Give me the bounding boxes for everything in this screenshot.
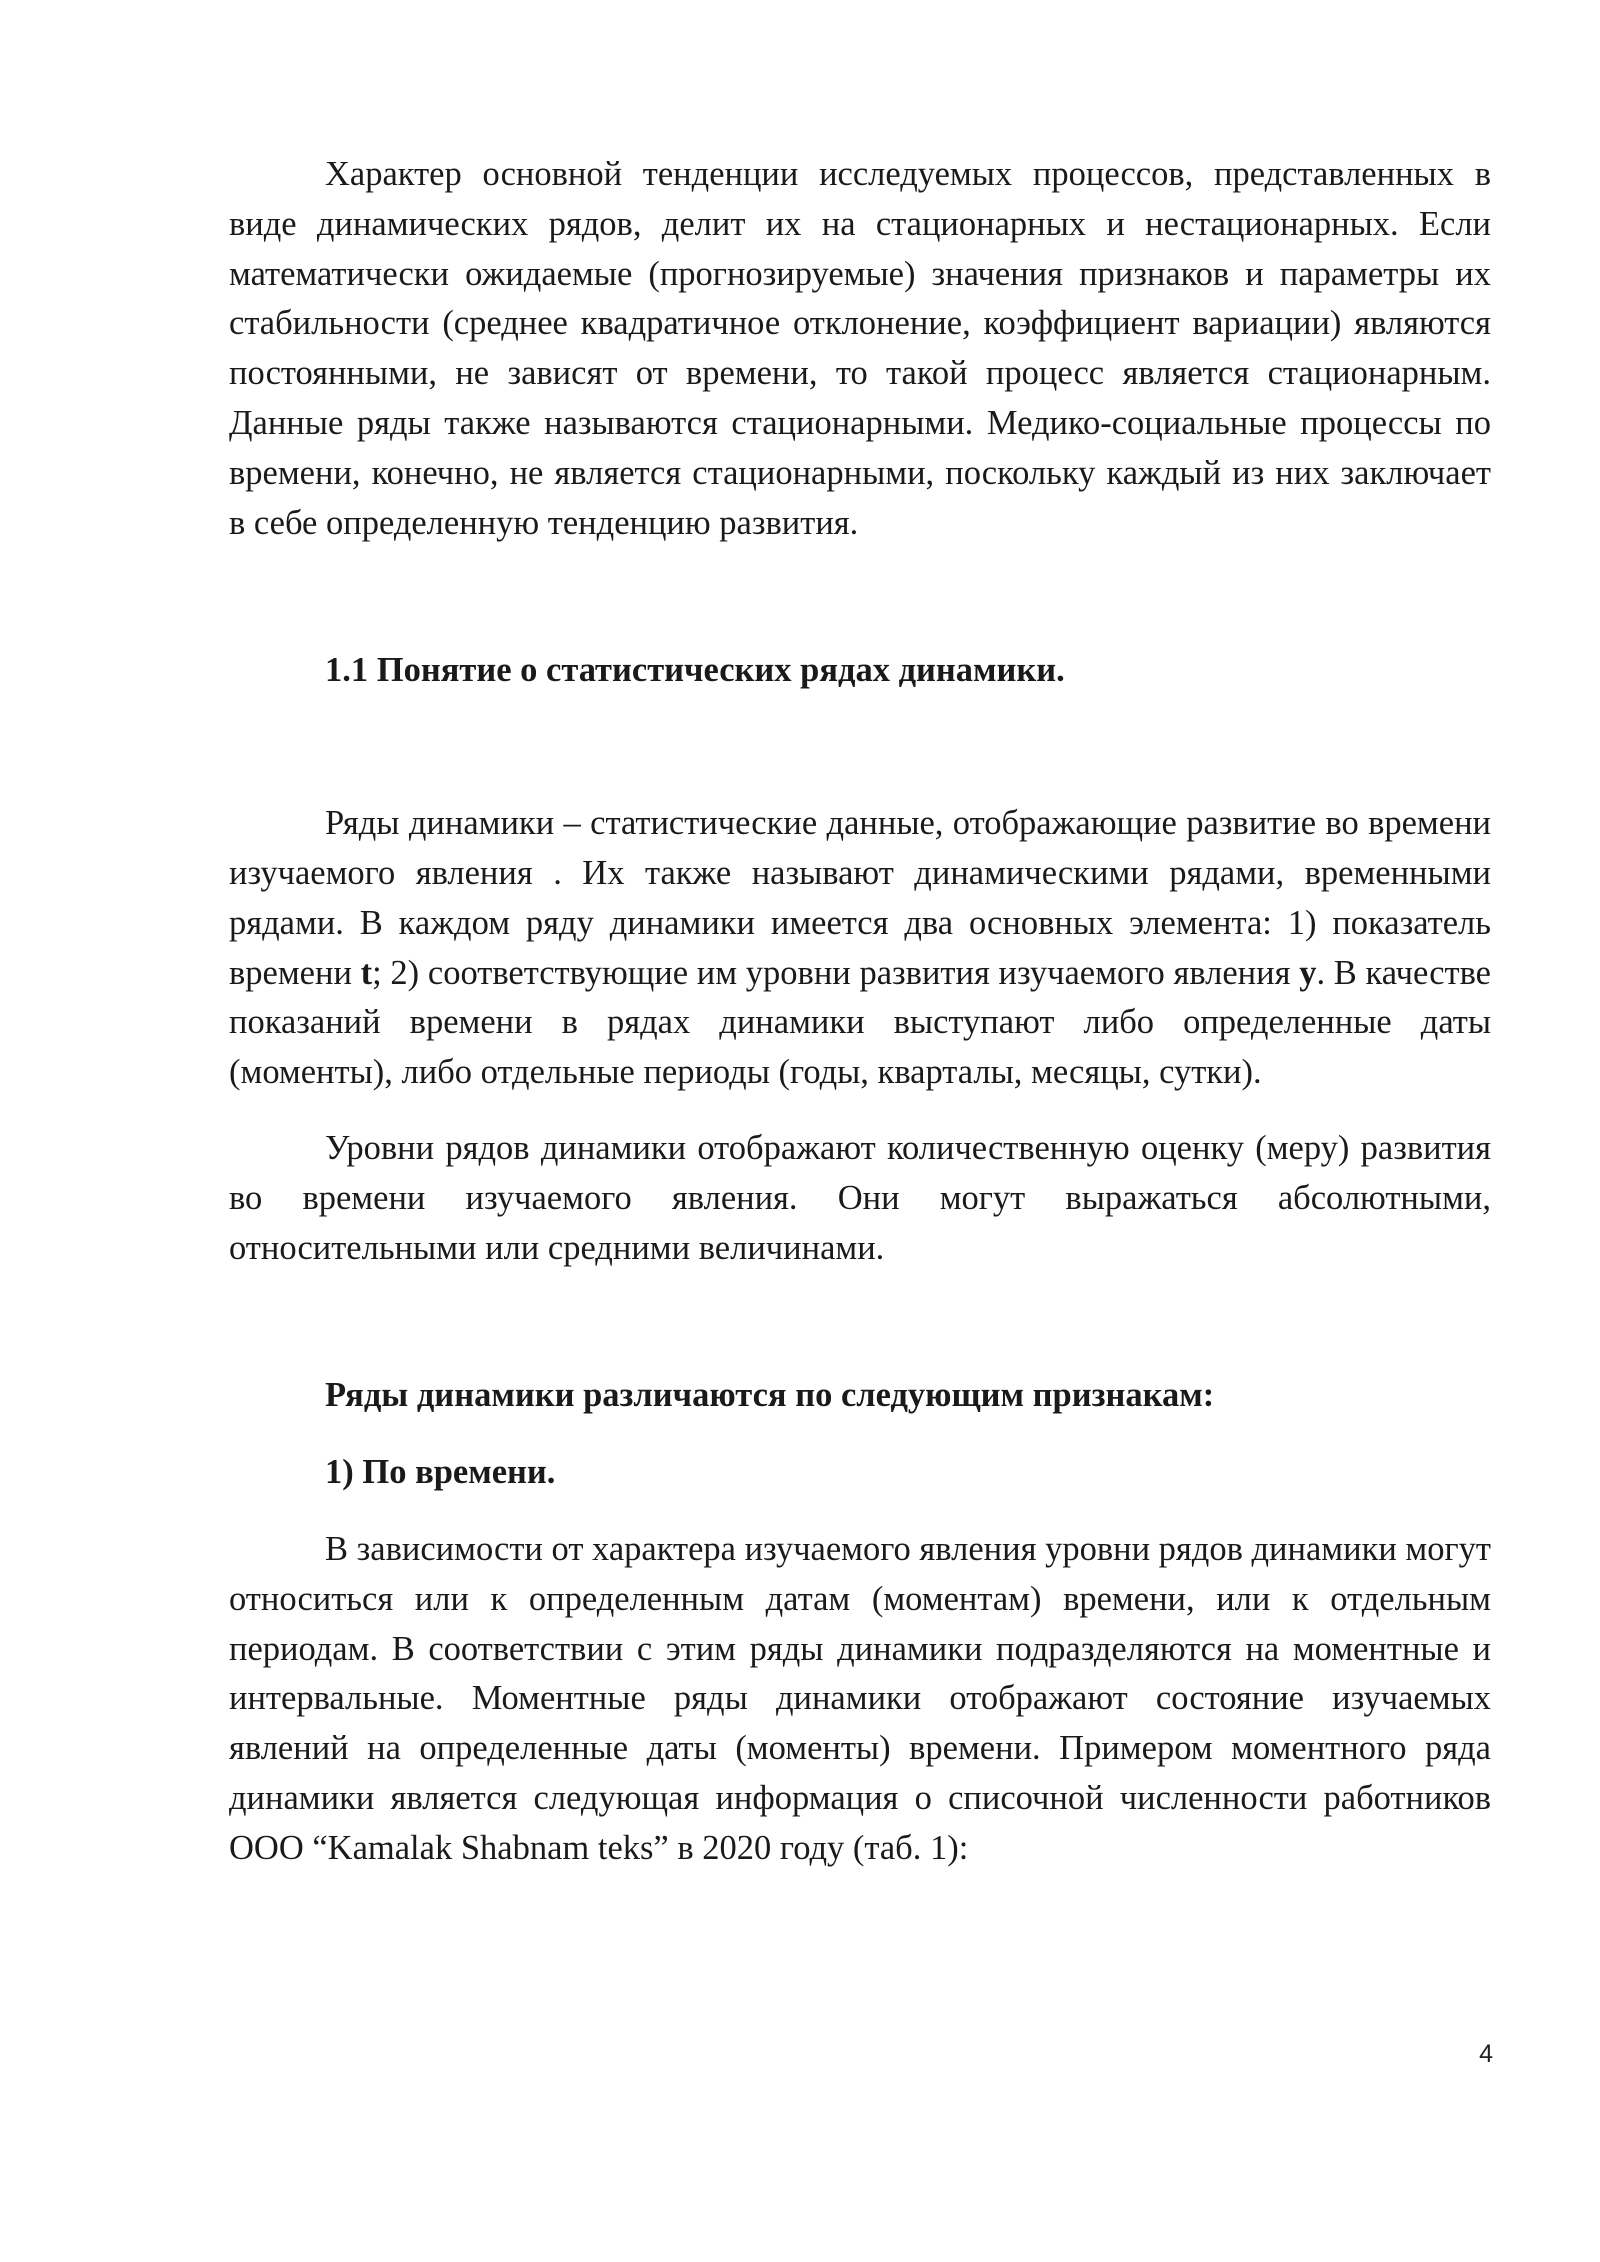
paragraph-stationarity: Характер основной тенденции исследуемых процессов, представленных в виде динамических рядов, делит их на стационарных и нестационарных. Если математически ожидаемые (прогнозируемые) значения признаков и параметры их стабильности (среднее квадратичное отклонение, коэффициент вариации) являются постоянными, не зависят от времени, то такой процесс является стационарным. Данные ряды также называются стационарными. Медико-социальные процессы по времени, конечно, не является стационарными, поскольку каждый из них заключает в себе определенную тенденцию развития. [229, 155, 1491, 542]
paragraph-definition-part-c: . В качестве показаний времени в рядах динамики выступают либо определенные даты (моменты), либо отдельные периоды (годы, кварталы, месяцы, сутки). [229, 953, 1491, 1092]
paragraph-definition-part-a: Ряды динамики – статистические данные, отображающие развитие во времени изучаемого явления . Их также называют динамическими рядами, временными рядами. В каждом ряду динамики имеется два основных элемента: 1) показатель времени [229, 804, 1491, 992]
page-number: 4 [1479, 2040, 1493, 2068]
paragraph-levels: Уровни рядов динамики отображают количественную оценку (меру) развития во времени изучаемого явления. Они могут выражаться абсолютными, относительными или средними величинами. [229, 1128, 1491, 1267]
heading-classification: Ряды динамики различаются по следующим признакам: [325, 1376, 1215, 1415]
section-heading-1-1: 1.1 Понятие о статистических рядах динамики. [325, 651, 1065, 690]
paragraph-moment-series: В зависимости от характера изучаемого явления уровни рядов динамики могут относиться или к определенным датам (моментам) времени, или к отдельным периодам. В соответствии с этим ряды динамики подразделяются на моментные и интервальные. Моментные ряды динамики отображают состояние изучаемых явлений на определенные даты (моменты) времени. Примером моментного ряда динамики является следующая информация о списочной численности работников ООО “Kamalak Shabnam teks” в 2020 году (таб. 1): [229, 1529, 1491, 1867]
document-page [229, 150, 1491, 1874]
symbol-t: t [360, 953, 373, 992]
heading-by-time: 1) По времени. [325, 1453, 556, 1492]
symbol-y: y [1299, 953, 1317, 992]
paragraph-definition [229, 799, 1491, 1098]
paragraph-definition-part-b: ; 2) соответствующие им уровни развития изучаемого явления [372, 953, 1300, 992]
